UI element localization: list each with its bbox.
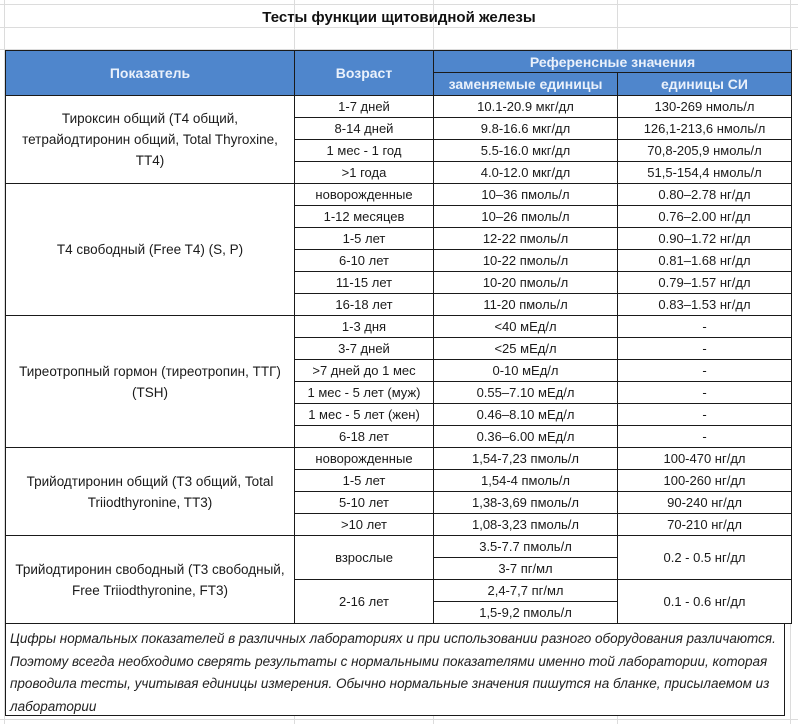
si-value: 0.90–1.72 нг/дл [618,228,792,250]
table-row [6,184,792,206]
conventional-value: <40 мЕд/л [434,316,618,338]
indicator-name: Тироксин общий (Т4 общий, тетрайодтиронин общий, Total Thyroxine, ТТ4) [6,96,295,184]
si-value: 0.83–1.53 нг/дл [618,294,792,316]
conventional-value: 10-20 пмоль/л [434,272,618,294]
thyroid-tests-table [5,50,792,624]
si-value: - [618,382,792,404]
conventional-value: 10–36 пмоль/л [434,184,618,206]
page-title: Тесты функции щитовидной железы [262,9,536,26]
age-cell: >7 дней до 1 мес [295,360,434,382]
conventional-value: 1,08-3,23 пмоль/л [434,514,618,536]
age-cell: новорожденные [295,184,434,206]
age-cell: взрослые [295,536,434,580]
si-value: 0.80–2.78 нг/дл [618,184,792,206]
conventional-value: 1,54-4 пмоль/л [434,470,618,492]
age-cell: 1 мес - 5 лет (муж) [295,382,434,404]
age-cell: 8-14 дней [295,118,434,140]
table-row [6,536,792,558]
age-cell: 2-16 лет [295,580,434,624]
indicator-name: Трийодтиронин свободный (Т3 свободный, Free Triiodthyronine, FT3) [6,536,295,624]
si-value: 70,8-205,9 нмоль/л [618,140,792,162]
si-value: - [618,426,792,448]
conventional-value: 0-10 мЕд/л [434,360,618,382]
age-cell: 3-7 дней [295,338,434,360]
gridline [0,4,798,5]
age-cell: новорожденные [295,448,434,470]
indicator-name: Трийодтиронин общий (Т3 общий, Total Triiodthyronine, TT3) [6,448,295,536]
header-conventional-units: заменяемые единицы [434,73,618,96]
age-cell: >10 лет [295,514,434,536]
age-cell: 1-12 месяцев [295,206,434,228]
age-cell: 6-18 лет [295,426,434,448]
indicator-name: Тиреотропный гормон (тиреотропин, ТТГ) (TSH) [6,316,295,448]
conventional-value: 1,38-3,69 пмоль/л [434,492,618,514]
age-cell: 1 мес - 1 год [295,140,434,162]
conventional-value: 2,4-7,7 пг/мл [434,580,618,602]
conventional-value: <25 мЕд/л [434,338,618,360]
si-value: - [618,338,792,360]
indicator-name: Т4 свободный (Free T4) (S, P) [6,184,295,316]
table-row [6,316,792,338]
conventional-value: 0.36–6.00 мЕд/л [434,426,618,448]
age-cell: 1-5 лет [295,470,434,492]
conventional-value: 10–26 пмоль/л [434,206,618,228]
si-value: 126,1-213,6 нмоль/л [618,118,792,140]
conventional-value: 3-7 пг/мл [434,558,618,580]
si-value: 100-470 нг/дл [618,448,792,470]
si-value: 0.81–1.68 нг/дл [618,250,792,272]
si-value: - [618,316,792,338]
si-value: 130-269 нмоль/л [618,96,792,118]
conventional-value: 10.1-20.9 мкг/дл [434,96,618,118]
si-value: 100-260 нг/дл [618,470,792,492]
conventional-value: 10-22 пмоль/л [434,250,618,272]
conventional-value: 3.5-7.7 пмоль/л [434,536,618,558]
conventional-value: 12-22 пмоль/л [434,228,618,250]
conventional-value: 5.5-16.0 мкг/дл [434,140,618,162]
si-value: 0.76–2.00 нг/дл [618,206,792,228]
age-cell: 6-10 лет [295,250,434,272]
header-si-units: единицы СИ [618,73,792,96]
table-row [6,96,792,118]
age-cell: 16-18 лет [295,294,434,316]
conventional-value: 4.0-12.0 мкг/дл [434,162,618,184]
si-value: 0.1 - 0.6 нг/дл [618,580,792,624]
si-value: 0.79–1.57 нг/дл [618,272,792,294]
disclaimer-note: Цифры нормальных показателей в различных лабораториях и при использовании разного оборудования различаются. Поэтому всегда необходимо сверять результаты с нормальными показателями именно той лаборатории, которая проводила тесты, учитывая единицы измерения. Обычно нормальные значения пишутся на бланке, присылаемом из лаборатории [5,623,785,716]
gridline [0,719,798,720]
age-cell: 11-15 лет [295,272,434,294]
si-value: 51,5-154,4 нмоль/л [618,162,792,184]
header-age: Возраст [295,51,434,96]
header-reference-values: Референсные значения [434,51,792,73]
si-value: 0.2 - 0.5 нг/дл [618,536,792,580]
si-value: 70-210 нг/дл [618,514,792,536]
age-cell: 1-7 дней [295,96,434,118]
age-cell: 5-10 лет [295,492,434,514]
si-value: - [618,360,792,382]
si-value: - [618,404,792,426]
conventional-value: 1,5-9,2 пмоль/л [434,602,618,624]
conventional-value: 9.8-16.6 мкг/дл [434,118,618,140]
conventional-value: 11-20 пмоль/л [434,294,618,316]
header-indicator: Показатель [6,51,295,96]
conventional-value: 0.46–8.10 мЕд/л [434,404,618,426]
age-cell: 1-3 дня [295,316,434,338]
age-cell: 1-5 лет [295,228,434,250]
conventional-value: 1,54-7,23 пмоль/л [434,448,618,470]
si-value: 90-240 нг/дл [618,492,792,514]
conventional-value: 0.55–7.10 мЕд/л [434,382,618,404]
table-row [6,448,792,470]
age-cell: 1 мес - 5 лет (жен) [295,404,434,426]
age-cell: >1 года [295,162,434,184]
